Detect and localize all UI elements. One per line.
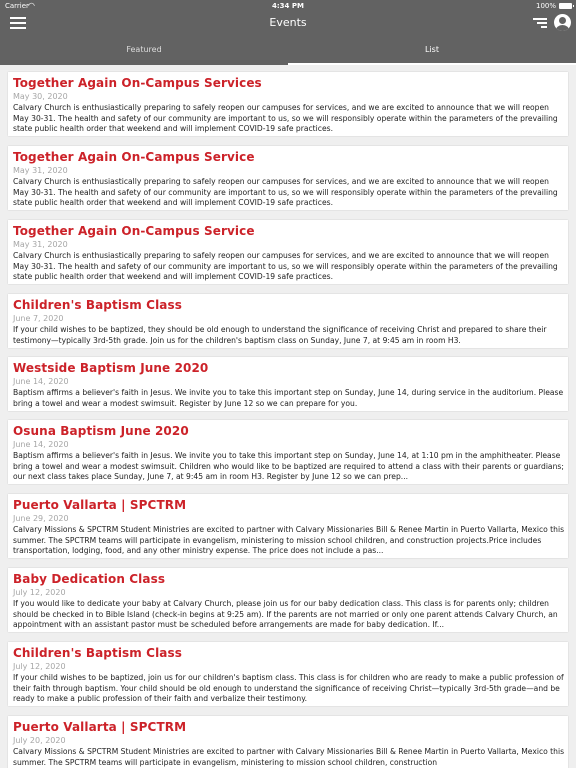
tab-list[interactable] (288, 40, 576, 65)
event-date: June 14, 2020 (13, 377, 69, 386)
event-card[interactable] (8, 642, 568, 706)
event-card[interactable] (8, 357, 568, 411)
event-description: Baptism affirms a believer's faith in Jesus. We invite you to take this important step on Sunday, June 14, at 1:10 pm in the amphitheater. Please bring a towel and wear a modest swimsuit. Children who would like to be baptized are required to attend a class with their parents or guardians; our next class takes place Sunday, June 7, at 9:45 am in room H3. Register by June 12 so we can prep... (13, 451, 564, 481)
tab-featured[interactable] (0, 40, 288, 65)
event-card[interactable] (8, 420, 568, 484)
battery-percent: 100% (535, 2, 556, 10)
event-title: Puerto Vallarta | SPCTRM (13, 720, 187, 734)
event-title: Osuna Baptism June 2020 (13, 424, 189, 438)
event-description: Calvary Missions & SPCTRM Student Ministries are excited to partner with Calvary Missionaries Bill & Renee Martin in Puerto Vallarta, Mexico this summer. The SPCTRM teams will participate in evangelism, ministering to mission school children, and construction projects.Price includes transportation, lodging, food, and any other ministry expense. The price does not include a pas... (13, 525, 565, 555)
page-title: Events (269, 16, 307, 29)
event-date: June 14, 2020 (13, 440, 69, 449)
carrier-label: Carrier (5, 2, 29, 10)
event-card[interactable] (8, 716, 568, 768)
event-description: Calvary Church is enthusiastically preparing to safely reopen our campuses for services, and we are excited to announce that we will reopen May 30-31. The health and safety of our community are important to us, so we will responsibly operate within the parameters of the prevailing state public health order that weekend and will implement COVID-19 safe practices. (13, 103, 558, 133)
event-card[interactable] (8, 72, 568, 136)
app-header (0, 0, 576, 65)
event-card[interactable] (8, 568, 568, 632)
event-description: Calvary Church is enthusiastically preparing to safely reopen our campuses for services, and we are excited to announce that we will reopen May 30-31. The health and safety of our community are important to us, so we will responsibly operate within the parameters of the prevailing state public health order that weekend and will implement COVID-19 safe practices. (13, 251, 558, 281)
user-avatar-icon[interactable] (554, 14, 571, 31)
event-description: If your child wishes to be baptized, they should be old enough to understand the significance of receiving Christ and prepared to share their testimony—typically 3rd-5th grade. Join us for the children's baptism class on Sunday, June 7, at 9:45 am in room H3. (13, 325, 547, 345)
event-title: Baby Dedication Class (13, 572, 166, 586)
tab-list-label: List (425, 45, 439, 54)
events-list[interactable] (0, 65, 576, 768)
event-title: Together Again On-Campus Services (13, 76, 262, 90)
event-date: June 7, 2020 (13, 314, 64, 323)
event-description: If your child wishes to be baptized, join us for our children's baptism class. This class is for children who are ready to make a public profession of their faith through baptism. Your child should be old enough to understand the significance of receiving Christ—typically 3rd-5th grade—and be ready to make a public profession of their faith and verbalize their testimony. (13, 673, 564, 703)
wifi-icon: ◠ (28, 1, 35, 10)
battery-icon (559, 3, 572, 9)
event-card[interactable] (8, 220, 568, 284)
event-title: Children's Baptism Class (13, 298, 182, 312)
event-title: Together Again On-Campus Service (13, 224, 255, 238)
tab-featured-label: Featured (126, 45, 162, 54)
event-card[interactable] (8, 294, 568, 348)
event-description: Calvary Missions & SPCTRM Student Ministries are excited to partner with Calvary Missionaries Bill & Renee Martin in Puerto Vallarta, Mexico this summer. The SPCTRM teams will participate in evangelism, ministering to mission school children, construction (13, 747, 565, 767)
event-description: Baptism affirms a believer's faith in Jesus. We invite you to take this important step on Sunday, June 14, during service in the auditorium. Please bring a towel and wear a modest swimsuit. Register by June 12 so we can prepare for you. (13, 388, 564, 408)
status-time: 4:34 PM (272, 2, 304, 10)
event-date: May 31, 2020 (13, 166, 68, 175)
filter-icon[interactable] (533, 17, 547, 29)
event-card[interactable] (8, 494, 568, 558)
event-card[interactable] (8, 146, 568, 210)
event-date: June 29, 2020 (13, 514, 69, 523)
event-title: Westside Baptism June 2020 (13, 361, 209, 375)
event-title: Together Again On-Campus Service (13, 150, 255, 164)
event-title: Children's Baptism Class (13, 646, 182, 660)
tab-bar (0, 40, 576, 65)
event-date: July 12, 2020 (13, 662, 66, 671)
event-date: May 31, 2020 (13, 240, 68, 249)
event-title: Puerto Vallarta | SPCTRM (13, 498, 187, 512)
event-date: July 20, 2020 (13, 736, 66, 745)
event-description: Calvary Church is enthusiastically preparing to safely reopen our campuses for services, and we are excited to announce that we will reopen May 30-31. The health and safety of our community are important to us, so we will responsibly operate within the parameters of the prevailing state public health order that weekend and will implement COVID-19 safe practices. (13, 177, 558, 207)
status-bar (0, 0, 576, 12)
event-date: July 12, 2020 (13, 588, 66, 597)
event-date: May 30, 2020 (13, 92, 68, 101)
event-description: If you would like to dedicate your baby at Calvary Church, please join us for our baby dedication class. This class is for parents only; children should be checked in to Bible Island (check-in begins at 9:25 am). If the parents are not married or only one parent attends Calvary Church, an appointment with an assistant pastor must be scheduled before arrangements are made for baby dedication. If... (13, 599, 558, 629)
